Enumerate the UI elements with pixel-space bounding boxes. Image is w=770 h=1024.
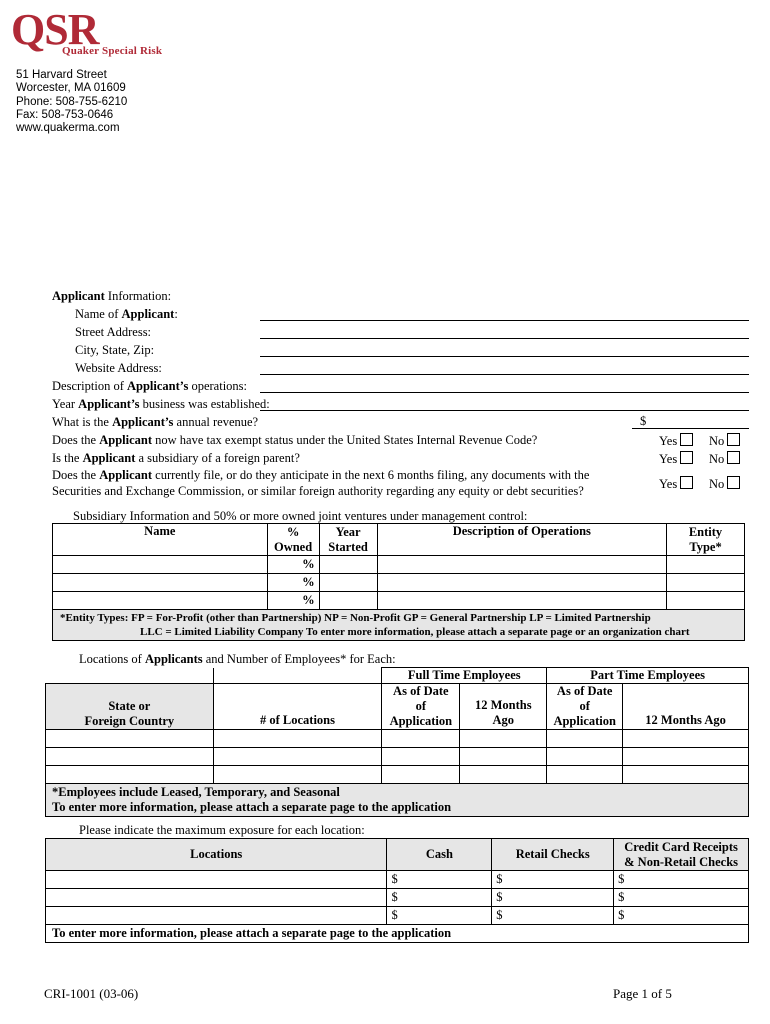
- website-label: Website Address:: [75, 361, 162, 375]
- employees-note: *Employees include Leased, Temporary, and Seasonal To enter more information, please attach a separate page to the application: [46, 784, 749, 817]
- cell-input[interactable]: [53, 592, 268, 610]
- cell-input[interactable]: [547, 748, 623, 766]
- cell-input[interactable]: [377, 574, 667, 592]
- col-cash: Cash: [387, 839, 492, 871]
- table-row: [53, 592, 745, 610]
- cell-input[interactable]: [46, 907, 387, 925]
- subsidiary-intro: Subsidiary Information and 50% or more owned joint ventures under management control:: [73, 509, 528, 523]
- cell-credit[interactable]: $: [614, 889, 749, 907]
- locations-intro: Locations of Applicants and Number of Employees* for Each:: [79, 652, 396, 666]
- company-address: [16, 69, 127, 135]
- cell-credit[interactable]: $: [614, 871, 749, 889]
- cell-pct[interactable]: %: [267, 592, 319, 610]
- address-city: Worcester, MA 01609: [16, 82, 126, 95]
- cell-pct[interactable]: %: [267, 574, 319, 592]
- form-number: CRI-1001 (03-06): [44, 986, 139, 1001]
- sec-filing-no-checkbox[interactable]: [727, 476, 740, 489]
- exposure-table: [45, 838, 749, 943]
- entity-types-note-row: [53, 610, 745, 641]
- exposure-intro: Please indicate the maximum exposure for each location:: [79, 823, 365, 837]
- tax-exempt-no-checkbox[interactable]: [727, 433, 740, 446]
- tax-exempt-yes-checkbox[interactable]: [680, 433, 693, 446]
- city-field[interactable]: [260, 356, 749, 357]
- cell-input[interactable]: [460, 766, 547, 784]
- sec-filing-yes-checkbox[interactable]: [680, 476, 693, 489]
- cell-input[interactable]: [213, 730, 382, 748]
- employees-group-header-row: [46, 668, 749, 684]
- subsidiary-table: [52, 523, 745, 641]
- table-row: [46, 748, 749, 766]
- revenue-field[interactable]: [632, 428, 749, 429]
- cell-input[interactable]: [623, 766, 749, 784]
- cell-cash[interactable]: $: [387, 871, 492, 889]
- table-row: [46, 889, 749, 907]
- cell-input[interactable]: [460, 730, 547, 748]
- employees-note-row: [46, 784, 749, 817]
- cell-input[interactable]: [319, 592, 377, 610]
- table-row: [46, 871, 749, 889]
- col-retail-checks: Retail Checks: [492, 839, 614, 871]
- col-locations: Locations: [46, 839, 387, 871]
- exposure-note: To enter more information, please attach a separate page to the application: [46, 925, 749, 943]
- tax-exempt-no[interactable]: No: [709, 433, 740, 449]
- cell-input[interactable]: [382, 748, 460, 766]
- table-row: [46, 766, 749, 784]
- col-credit-card: Credit Card Receipts & Non-Retail Checks: [614, 839, 749, 871]
- cell-input[interactable]: [46, 766, 214, 784]
- cell-retail[interactable]: $: [492, 871, 614, 889]
- year-established-label: Year Applicant’s business was established:: [52, 397, 270, 411]
- col-pct-owned: % Owned: [267, 524, 319, 556]
- tax-exempt-question: Does the Applicant now have tax exempt status under the United States Internal Revenue Code?: [52, 433, 538, 447]
- col-pt-12-months: 12 Months Ago: [623, 684, 749, 730]
- col-name: Name: [53, 524, 268, 556]
- subsidiary-question: Is the Applicant a subsidiary of a foreign parent?: [52, 451, 300, 465]
- table-row: [53, 574, 745, 592]
- cell-input[interactable]: [547, 730, 623, 748]
- part-time-header: Part Time Employees: [547, 668, 749, 684]
- cell-input[interactable]: [667, 556, 745, 574]
- cell-input[interactable]: [382, 766, 460, 784]
- operations-label: Description of Applicant’s operations:: [52, 379, 248, 393]
- cell-input[interactable]: [213, 766, 382, 784]
- subsidiary-yes-checkbox[interactable]: [680, 451, 693, 464]
- sec-filing-no[interactable]: No: [709, 476, 740, 492]
- cell-input[interactable]: [547, 766, 623, 784]
- cell-input[interactable]: [46, 889, 387, 907]
- col-entity-type: Entity Type*: [667, 524, 745, 556]
- cell-retail[interactable]: $: [492, 907, 614, 925]
- subsidiary-no-checkbox[interactable]: [727, 451, 740, 464]
- table-row: [46, 907, 749, 925]
- exposure-header-row: [46, 839, 749, 871]
- year-established-field[interactable]: [260, 410, 749, 411]
- full-time-header: Full Time Employees: [382, 668, 547, 684]
- subsidiary-header-row: [53, 524, 745, 556]
- cell-credit[interactable]: $: [614, 907, 749, 925]
- col-num-locations: # of Locations: [213, 684, 382, 730]
- locations-header-row: [46, 684, 749, 730]
- col-pt-as-of-date: As of Date of Application: [547, 684, 623, 730]
- table-row: [46, 730, 749, 748]
- company-logo-subtitle: Quaker Special Risk: [62, 45, 163, 57]
- city-label: City, State, Zip:: [75, 343, 155, 357]
- cell-input[interactable]: [667, 574, 745, 592]
- exposure-note-row: [46, 925, 749, 943]
- locations-table: [45, 667, 749, 817]
- cell-cash[interactable]: $: [387, 907, 492, 925]
- cell-input[interactable]: [53, 574, 268, 592]
- cell-input[interactable]: [377, 556, 667, 574]
- col-ft-as-of-date: As of Date of Application: [382, 684, 460, 730]
- tax-exempt-yes[interactable]: Yes: [659, 433, 693, 449]
- cell-pct[interactable]: %: [267, 556, 319, 574]
- street-label: Street Address:: [75, 325, 152, 339]
- subsidiary-no[interactable]: No: [709, 451, 740, 467]
- cell-input[interactable]: [46, 748, 214, 766]
- cell-input[interactable]: [46, 730, 214, 748]
- revenue-label: What is the Applicant’s annual revenue?: [52, 415, 259, 429]
- address-fax: Fax: 508-753-0646: [16, 108, 114, 121]
- cell-input[interactable]: [46, 871, 387, 889]
- col-description: Description of Operations: [377, 524, 667, 556]
- cell-input[interactable]: [53, 556, 268, 574]
- company-logo: QSR: [11, 5, 99, 54]
- col-ft-12-months: 12 Months Ago: [460, 684, 547, 730]
- sec-filing-question-line2: Securities and Exchange Commission, or similar foreign authority regarding any equity or debt securities?: [52, 484, 584, 498]
- cell-input[interactable]: [460, 748, 547, 766]
- page-number: Page 1 of 5: [613, 986, 672, 1001]
- cell-input[interactable]: [667, 592, 745, 610]
- name-field[interactable]: [260, 320, 749, 321]
- address-website: www.quakerma.com: [16, 122, 120, 135]
- col-state: State or Foreign Country: [46, 684, 214, 730]
- cell-input[interactable]: [319, 556, 377, 574]
- revenue-dollar-sign: $: [640, 414, 647, 428]
- cell-input[interactable]: [213, 748, 382, 766]
- address-phone: Phone: 508-755-6210: [16, 95, 128, 108]
- sec-filing-yes[interactable]: Yes: [659, 476, 693, 492]
- street-field[interactable]: [260, 338, 749, 339]
- address-street: 51 Harvard Street: [16, 69, 107, 81]
- cell-input[interactable]: [319, 574, 377, 592]
- table-row: [53, 556, 745, 574]
- name-label: Name of Applicant:: [75, 307, 178, 321]
- cell-cash[interactable]: $: [387, 889, 492, 907]
- entity-types-note: *Entity Types: FP = For-Profit (other than Partnership) NP = Non-Profit GP = General Partnership LP = Limited Partnership LLC = Limited Liability Company To enter more information, please attach a separate page or an organization chart: [53, 610, 745, 641]
- sec-filing-question: Does the Applicant currently file, or do they anticipate in the next 6 months filing, any documents with the: [52, 468, 590, 482]
- cell-input[interactable]: [377, 592, 667, 610]
- col-year-started: Year Started: [319, 524, 377, 556]
- cell-retail[interactable]: $: [492, 889, 614, 907]
- website-field[interactable]: [260, 374, 749, 375]
- cell-input[interactable]: [623, 730, 749, 748]
- subsidiary-yes[interactable]: Yes: [659, 451, 693, 467]
- applicant-heading: Applicant Information:: [52, 289, 172, 303]
- operations-field[interactable]: [260, 392, 749, 393]
- cell-input[interactable]: [623, 748, 749, 766]
- cell-input[interactable]: [382, 730, 460, 748]
